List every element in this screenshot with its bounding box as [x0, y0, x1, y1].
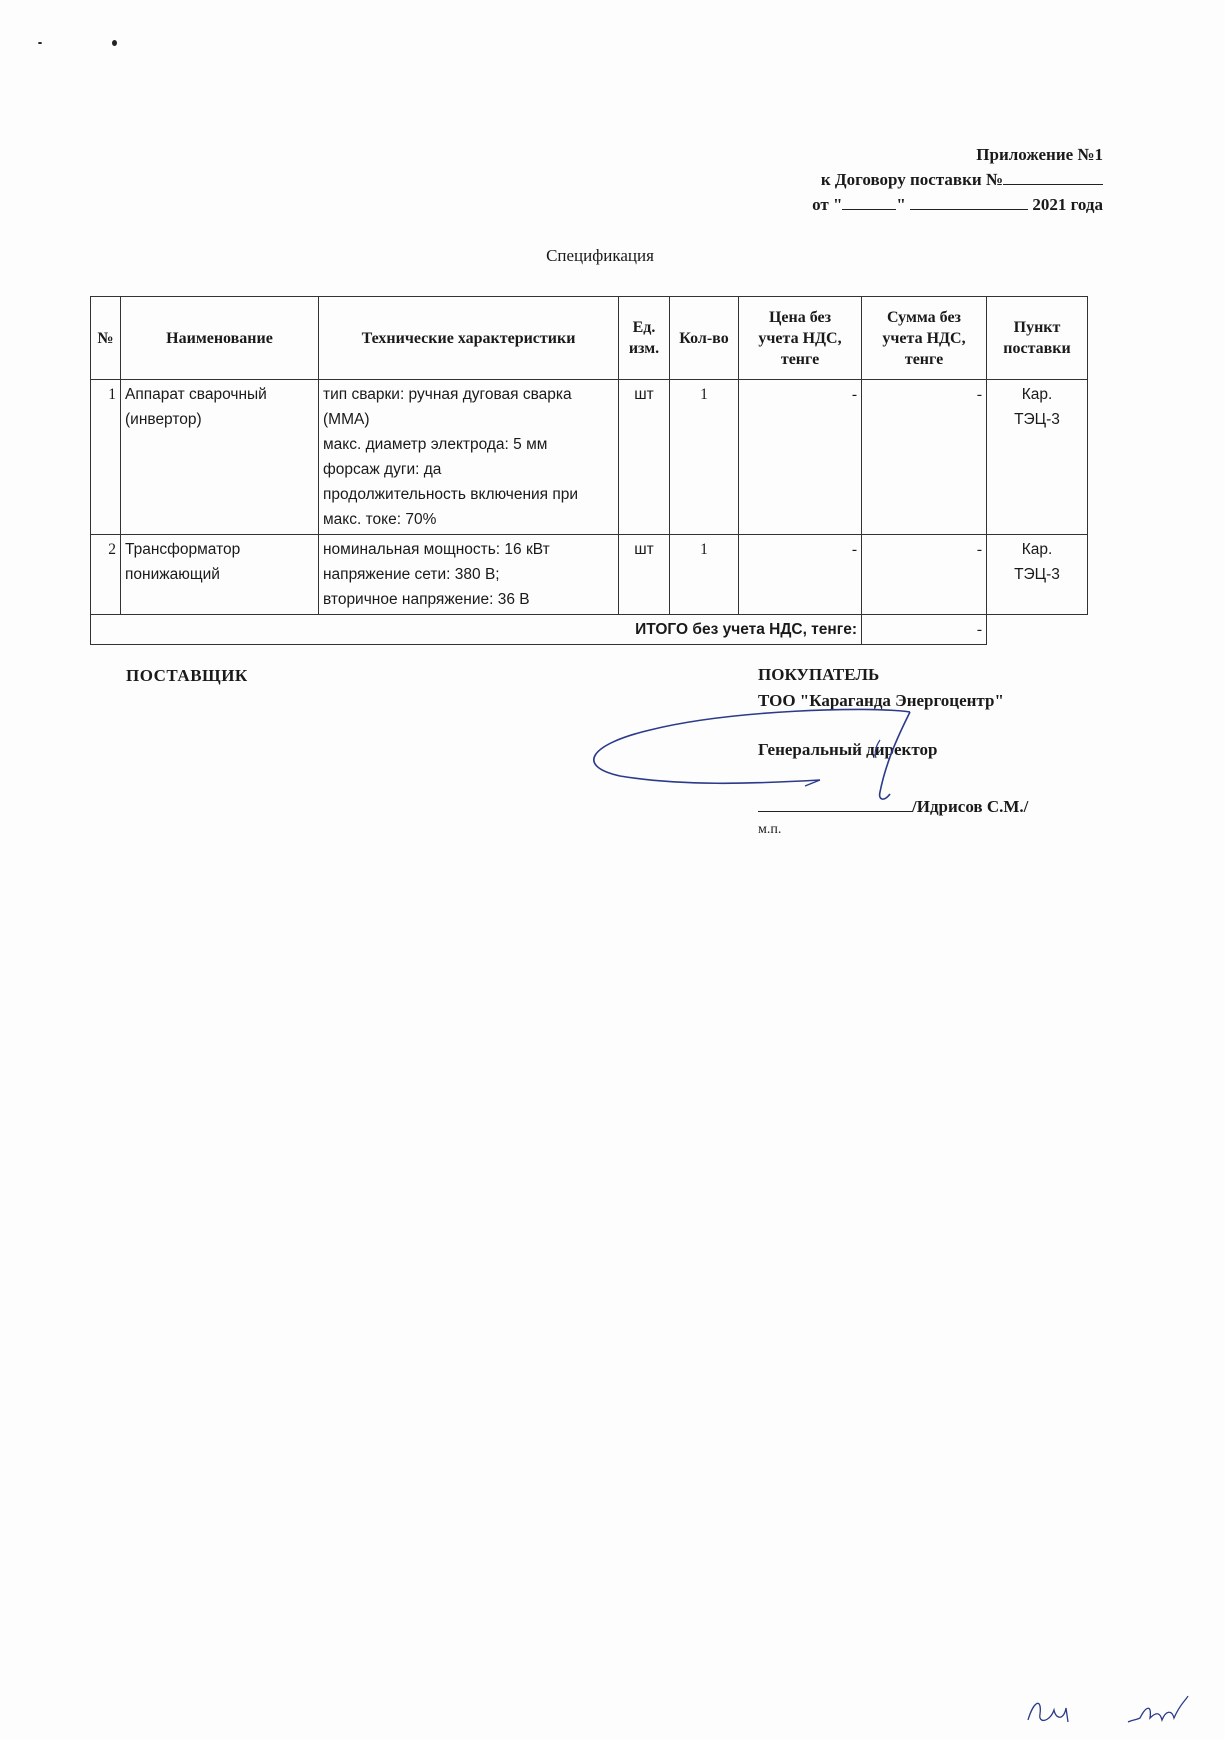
scan-speck: [38, 42, 42, 44]
date-quote: ": [896, 195, 906, 214]
signer-name: /Идрисов С.М./: [912, 797, 1029, 816]
table-row: [91, 535, 1088, 615]
stamp-place: м.п.: [758, 822, 782, 837]
specification-table: [90, 296, 1088, 645]
total-empty-cell: [987, 615, 1088, 645]
month-blank: [910, 194, 1028, 210]
contract-date: [812, 192, 1103, 217]
row-name: Аппарат сварочный (инвертор): [121, 380, 319, 535]
row-sum: -: [862, 380, 987, 535]
row-tech: номинальная мощность: 16 кВт напряжение сети: 380 В; вторичное напряжение: 36 В: [319, 535, 619, 615]
row-name: Трансформатор понижающий: [121, 535, 319, 615]
buyer-label: ПОКУПАТЕЛЬ: [758, 665, 880, 684]
document-title: Спецификация: [546, 246, 654, 265]
appendix-title: Приложение №1: [976, 145, 1103, 164]
contract-line: к Договору поставки №: [820, 170, 1003, 189]
row-sum: -: [862, 535, 987, 615]
row-unit: шт: [619, 380, 670, 535]
row-price: -: [739, 380, 862, 535]
row-tech: тип сварки: ручная дуговая сварка (MMA) макс. диаметр электрода: 5 мм форсаж дуги: да продолжительность включения при макс. токе: 70%: [319, 380, 619, 535]
total-row: [91, 615, 1088, 645]
header-price: Цена без учета НДС, тенге: [739, 297, 862, 380]
header-delivery: Пункт поставки: [987, 297, 1088, 380]
row-num: 2: [91, 535, 121, 615]
page-initials-icon: [1020, 1690, 1200, 1730]
handwritten-signature-icon: [580, 700, 940, 810]
header-name: Наименование: [121, 297, 319, 380]
row-price: -: [739, 535, 862, 615]
appendix-header: [812, 142, 1103, 217]
row-qty: 1: [670, 535, 739, 615]
row-delivery: Кар. ТЭЦ-3: [987, 380, 1088, 535]
total-value: -: [862, 615, 987, 645]
contract-reference: [812, 167, 1103, 192]
day-blank: [842, 194, 896, 210]
buyer-position: Генеральный директор: [758, 740, 938, 759]
row-num: 1: [91, 380, 121, 535]
table-row: [91, 380, 1088, 535]
row-delivery: Кар. ТЭЦ-3: [987, 535, 1088, 615]
supplier-label: ПОСТАВЩИК: [126, 666, 248, 685]
row-unit: шт: [619, 535, 670, 615]
buyer-company: ТОО "Караганда Энергоцентр": [758, 691, 1004, 710]
header-unit: Ед. изм.: [619, 297, 670, 380]
date-year: 2021 года: [1032, 195, 1103, 214]
header-tech: Технические характеристики: [319, 297, 619, 380]
scan-speck: [112, 40, 117, 46]
table-header-row: [91, 297, 1088, 380]
contract-number-blank: [1003, 169, 1103, 185]
header-qty: Кол-во: [670, 297, 739, 380]
total-label: ИТОГО без учета НДС, тенге:: [91, 615, 862, 645]
date-prefix: от ": [812, 195, 843, 214]
header-num: №: [91, 297, 121, 380]
row-qty: 1: [670, 380, 739, 535]
header-sum: Сумма без учета НДС, тенге: [862, 297, 987, 380]
